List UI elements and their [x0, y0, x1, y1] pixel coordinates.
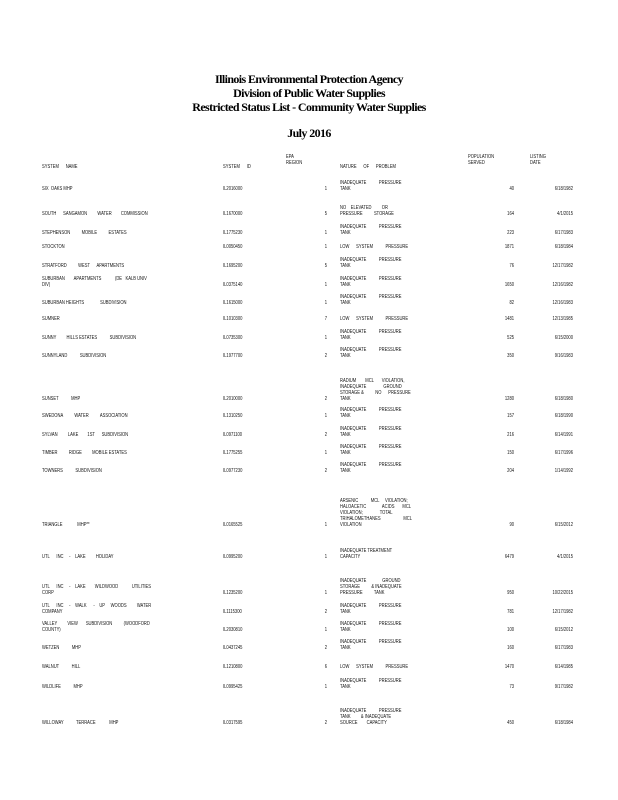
- population-served: 150: [507, 450, 514, 456]
- system-id: IL1615000: [223, 300, 243, 306]
- population-served: 90: [509, 522, 514, 528]
- epa-region: 2: [324, 432, 327, 438]
- epa-region: 1: [324, 244, 327, 250]
- system-name: SWEDONA WATER ASSOCIATION: [42, 413, 128, 419]
- epa-region: 1: [324, 554, 327, 560]
- epa-region: 1: [324, 300, 327, 306]
- population-served: 350: [507, 353, 514, 359]
- system-id: IL1695200: [223, 263, 243, 269]
- population-served: 1470: [504, 664, 514, 670]
- epa-region: 1: [324, 627, 327, 633]
- listing-date: 1/14/1992: [554, 468, 573, 474]
- population-served: 1280: [504, 396, 514, 402]
- nature-of-problem: INADEQUATE PRESSURE TANK: [340, 180, 402, 192]
- population-served: 73: [509, 684, 514, 690]
- population-served: 40: [509, 186, 514, 192]
- epa-region: 1: [324, 684, 327, 690]
- listing-date: 12/16/1983: [552, 300, 573, 306]
- population-served: 157: [507, 413, 514, 419]
- listing-date: 6/18/1980: [554, 396, 573, 402]
- agency-title: Illinois Environmental Protection Agency: [215, 72, 403, 86]
- system-id: IL0995425: [223, 684, 243, 690]
- population-served: 82: [509, 300, 514, 306]
- system-id: IL0375140: [223, 282, 243, 288]
- system-id: IL2030810: [223, 627, 243, 633]
- nature-of-problem: INADEQUATE TREATMENT CAPACITY: [340, 548, 393, 560]
- listing-date: 10/22/2015: [552, 590, 573, 596]
- system-name: UTL INC - LAKE WILDWOOD UTILITIES CORP: [42, 584, 151, 596]
- system-name: SUNNY HILLS ESTATES SUBDIVISION: [42, 335, 137, 341]
- system-name: TRIANGLE MHP**: [42, 522, 90, 528]
- nature-of-problem: INADEQUATE PRESSURE TANK: [340, 603, 402, 615]
- system-id: IL1235200: [223, 590, 243, 596]
- col-nature-of-problem: NATURE OF PROBLEM: [340, 164, 396, 170]
- system-id: IL0995200: [223, 554, 243, 560]
- nature-of-problem: INADEQUATE GROUND STORAGE & INADEQUATE PRESSURE TANK: [340, 578, 402, 596]
- listing-date: 6/15/2012: [554, 627, 573, 633]
- nature-of-problem: RADIUM MCL VIOLATION, INADEQUATE GROUND STORAGE & NO PRESSURE TANK: [340, 378, 411, 402]
- epa-region: 7: [324, 316, 327, 322]
- system-name: WETZEN MHP: [42, 645, 81, 651]
- nature-of-problem: INADEQUATE PRESSURE TANK: [340, 426, 402, 438]
- listing-date: 12/17/1982: [552, 609, 573, 615]
- epa-region: 2: [324, 720, 327, 726]
- system-id: IL0971100: [223, 432, 243, 438]
- epa-region: 5: [324, 211, 327, 217]
- nature-of-problem: INADEQUATE PRESSURE TANK: [340, 347, 402, 359]
- listing-date: 6/17/1983: [554, 645, 573, 651]
- system-id: IL2016000: [223, 186, 243, 192]
- nature-of-problem: ARSENIC MCL VIOLATION; HALOACETIC ACIDS MCL VIOLATION; TOTAL TRIHALOMETHANES MCL VIOLATION: [340, 498, 412, 528]
- population-served: 164: [507, 211, 514, 217]
- listing-date: 6/18/1990: [554, 413, 573, 419]
- nature-of-problem: INADEQUATE PRESSURE TANK: [340, 639, 402, 651]
- col-epa-region: EPA REGION: [286, 154, 303, 166]
- system-id: IL0050450: [223, 244, 243, 250]
- system-name: SUBURBAN HEIGHTS SUBDIVISION: [42, 300, 127, 306]
- col-population-served: POPULATION SERVED: [468, 154, 495, 166]
- population-served: 950: [507, 590, 514, 596]
- listing-date: 6/14/1985: [554, 664, 573, 670]
- system-name: WALNUT HILL: [42, 664, 81, 670]
- listing-date: 6/18/1984: [554, 244, 573, 250]
- system-id: IL1775230: [223, 230, 243, 236]
- system-id: IL0317595: [223, 720, 243, 726]
- listing-date: 9/16/1983: [554, 353, 573, 359]
- population-served: 160: [507, 645, 514, 651]
- epa-region: 2: [324, 353, 327, 359]
- nature-of-problem: INADEQUATE PRESSURE TANK: [340, 407, 402, 419]
- division-title: Division of Public Water Supplies: [233, 86, 385, 100]
- listing-date: 4/1/2015: [557, 211, 573, 217]
- population-served: 1481: [504, 316, 514, 322]
- system-name: SUBURBAN APARTMENTS (DE KALB UNIV DIV): [42, 276, 147, 288]
- population-served: 1650: [504, 282, 514, 288]
- system-name: SUNNYLAND SUBDIVISION: [42, 353, 107, 359]
- system-id: IL0437245: [223, 645, 243, 651]
- nature-of-problem: INADEQUATE PRESSURE TANK & INADEQUATE SOURCE CAPACITY: [340, 708, 402, 726]
- listing-date: 12/16/1982: [552, 282, 573, 288]
- nature-of-problem: INADEQUATE PRESSURE TANK: [340, 257, 402, 269]
- listing-date: 6/17/1983: [554, 230, 573, 236]
- system-name: STEPHENSON MOBILE ESTATES: [42, 230, 127, 236]
- epa-region: 2: [324, 645, 327, 651]
- list-title: Restricted Status List - Community Water Supplies: [192, 100, 426, 114]
- system-name: SYLVAN LAKE 1ST SUBDIVISION: [42, 432, 129, 438]
- system-name: VALLEY VIEW SUBDIVISION (WOODFORD COUNTY): [42, 621, 150, 633]
- col-system-name: SYSTEM NAME: [42, 164, 78, 170]
- listing-date: 12/13/1985: [552, 316, 573, 322]
- epa-region: 5: [324, 263, 327, 269]
- listing-date: 4/1/2015: [557, 554, 573, 560]
- nature-of-problem: INADEQUATE PRESSURE TANK: [340, 276, 402, 288]
- listing-date: 6/15/2000: [554, 335, 573, 341]
- system-id: IL1977700: [223, 353, 243, 359]
- system-name: UTL INC - LAKE HOLIDAY: [42, 554, 114, 560]
- nature-of-problem: INADEQUATE PRESSURE TANK: [340, 224, 402, 236]
- system-id: IL1310250: [223, 413, 243, 419]
- epa-region: 1: [324, 335, 327, 341]
- population-served: 781: [507, 609, 514, 615]
- col-listing-date: LISTING DATE: [530, 154, 546, 166]
- system-id: IL0977230: [223, 468, 243, 474]
- listing-date: 9/17/1982: [554, 684, 573, 690]
- nature-of-problem: NO ELEVATED OR PRESSURE STORAGE: [340, 205, 394, 217]
- report-date: July 2016: [287, 126, 331, 140]
- epa-region: 1: [324, 522, 327, 528]
- epa-region: 1: [324, 282, 327, 288]
- population-served: 1871: [504, 244, 514, 250]
- listing-date: 6/18/1982: [554, 186, 573, 192]
- epa-region: 2: [324, 468, 327, 474]
- col-system-id: SYSTEM ID: [223, 164, 251, 170]
- population-served: 6479: [504, 554, 514, 560]
- nature-of-problem: LOW SYSTEM PRESSURE: [340, 664, 409, 670]
- population-served: 76: [509, 263, 514, 269]
- system-id: IL1210800: [223, 664, 243, 670]
- system-name: UTL INC - WALK - UP WOODS WATER COMPANY: [42, 603, 152, 615]
- epa-region: 1: [324, 186, 327, 192]
- epa-region: 6: [324, 664, 327, 670]
- system-id: IL1670000: [223, 211, 243, 217]
- epa-region: 1: [324, 450, 327, 456]
- population-served: 100: [507, 627, 514, 633]
- listing-date: 6/18/1984: [554, 720, 573, 726]
- system-name: SUNSET MHP: [42, 396, 81, 402]
- nature-of-problem: INADEQUATE PRESSURE TANK: [340, 462, 402, 474]
- nature-of-problem: LOW SYSTEM PRESSURE: [340, 244, 409, 250]
- nature-of-problem: INADEQUATE PRESSURE TANK: [340, 294, 402, 306]
- listing-date: 6/17/1996: [554, 450, 573, 456]
- system-id: IL1010300: [223, 316, 243, 322]
- system-id: IL2010000: [223, 396, 243, 402]
- epa-region: 2: [324, 609, 327, 615]
- epa-region: 1: [324, 230, 327, 236]
- population-served: 450: [507, 720, 514, 726]
- epa-region: 2: [324, 396, 327, 402]
- listing-date: 6/15/2012: [554, 522, 573, 528]
- system-name: STOCKTON: [42, 244, 65, 250]
- population-served: 204: [507, 468, 514, 474]
- listing-date: 12/17/1982: [552, 263, 573, 269]
- nature-of-problem: INADEQUATE PRESSURE TANK: [340, 329, 402, 341]
- nature-of-problem: LOW SYSTEM PRESSURE: [340, 316, 409, 322]
- system-name: SOUTH SANGAMON WATER COMMISSION: [42, 211, 148, 217]
- population-served: 223: [507, 230, 514, 236]
- system-name: SIX OAKS MHP: [42, 186, 73, 192]
- epa-region: 1: [324, 590, 327, 596]
- population-served: 525: [507, 335, 514, 341]
- nature-of-problem: INADEQUATE PRESSURE TANK: [340, 444, 402, 456]
- system-name: STRATFORD WEST APARTMENTS: [42, 263, 125, 269]
- system-id: IL1775255: [223, 450, 243, 456]
- system-name: WILLOWAY TERRACE MHP: [42, 720, 119, 726]
- system-name: TOWNERS SUBDIVISION: [42, 468, 102, 474]
- nature-of-problem: INADEQUATE PRESSURE TANK: [340, 621, 402, 633]
- system-name: SUMNER: [42, 316, 60, 322]
- epa-region: 1: [324, 413, 327, 419]
- system-id: IL1115300: [223, 609, 242, 615]
- system-name: TIMBER RIDGE MOBILE ESTATES: [42, 450, 127, 456]
- system-id: IL0735300: [223, 335, 243, 341]
- population-served: 216: [507, 432, 514, 438]
- system-id: IL0165525: [223, 522, 243, 528]
- nature-of-problem: INADEQUATE PRESSURE TANK: [340, 678, 402, 690]
- listing-date: 6/14/1991: [554, 432, 573, 438]
- system-name: WILDLIFE MHP: [42, 684, 83, 690]
